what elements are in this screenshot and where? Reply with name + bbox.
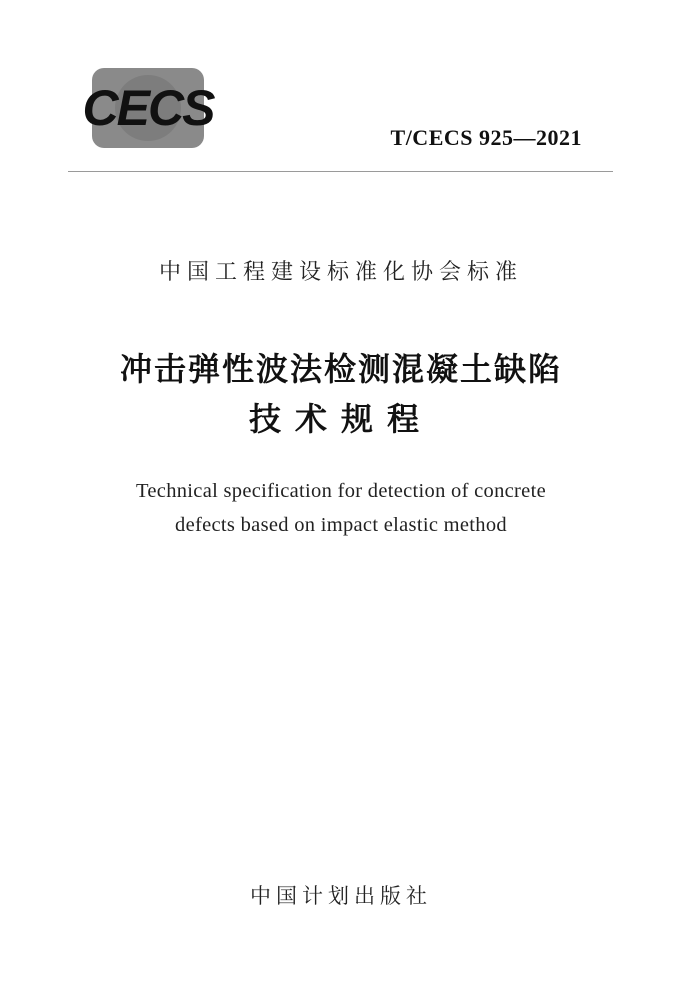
cecs-logo-graphic — [64, 62, 232, 154]
title-english-line-2: defects based on impact elastic method — [175, 514, 507, 536]
publisher-name: 中国计划出版社 — [250, 884, 432, 908]
standard-code: T/CECS 925—2021 — [390, 125, 582, 150]
association-label: 中国工程建设标准化协会标准 — [158, 260, 523, 285]
title-chinese-line-2: 技术规程 — [248, 400, 433, 438]
title-english-line-1: Technical specification for detection of concrete — [136, 480, 546, 502]
title-english — [0, 474, 682, 542]
logo-text: CECS — [82, 80, 214, 136]
header-divider — [68, 171, 613, 172]
title-chinese-line-1: 冲击弹性波法检测混凝土缺陷 — [119, 350, 562, 388]
cecs-logo — [64, 62, 232, 154]
title-chinese — [0, 345, 682, 445]
